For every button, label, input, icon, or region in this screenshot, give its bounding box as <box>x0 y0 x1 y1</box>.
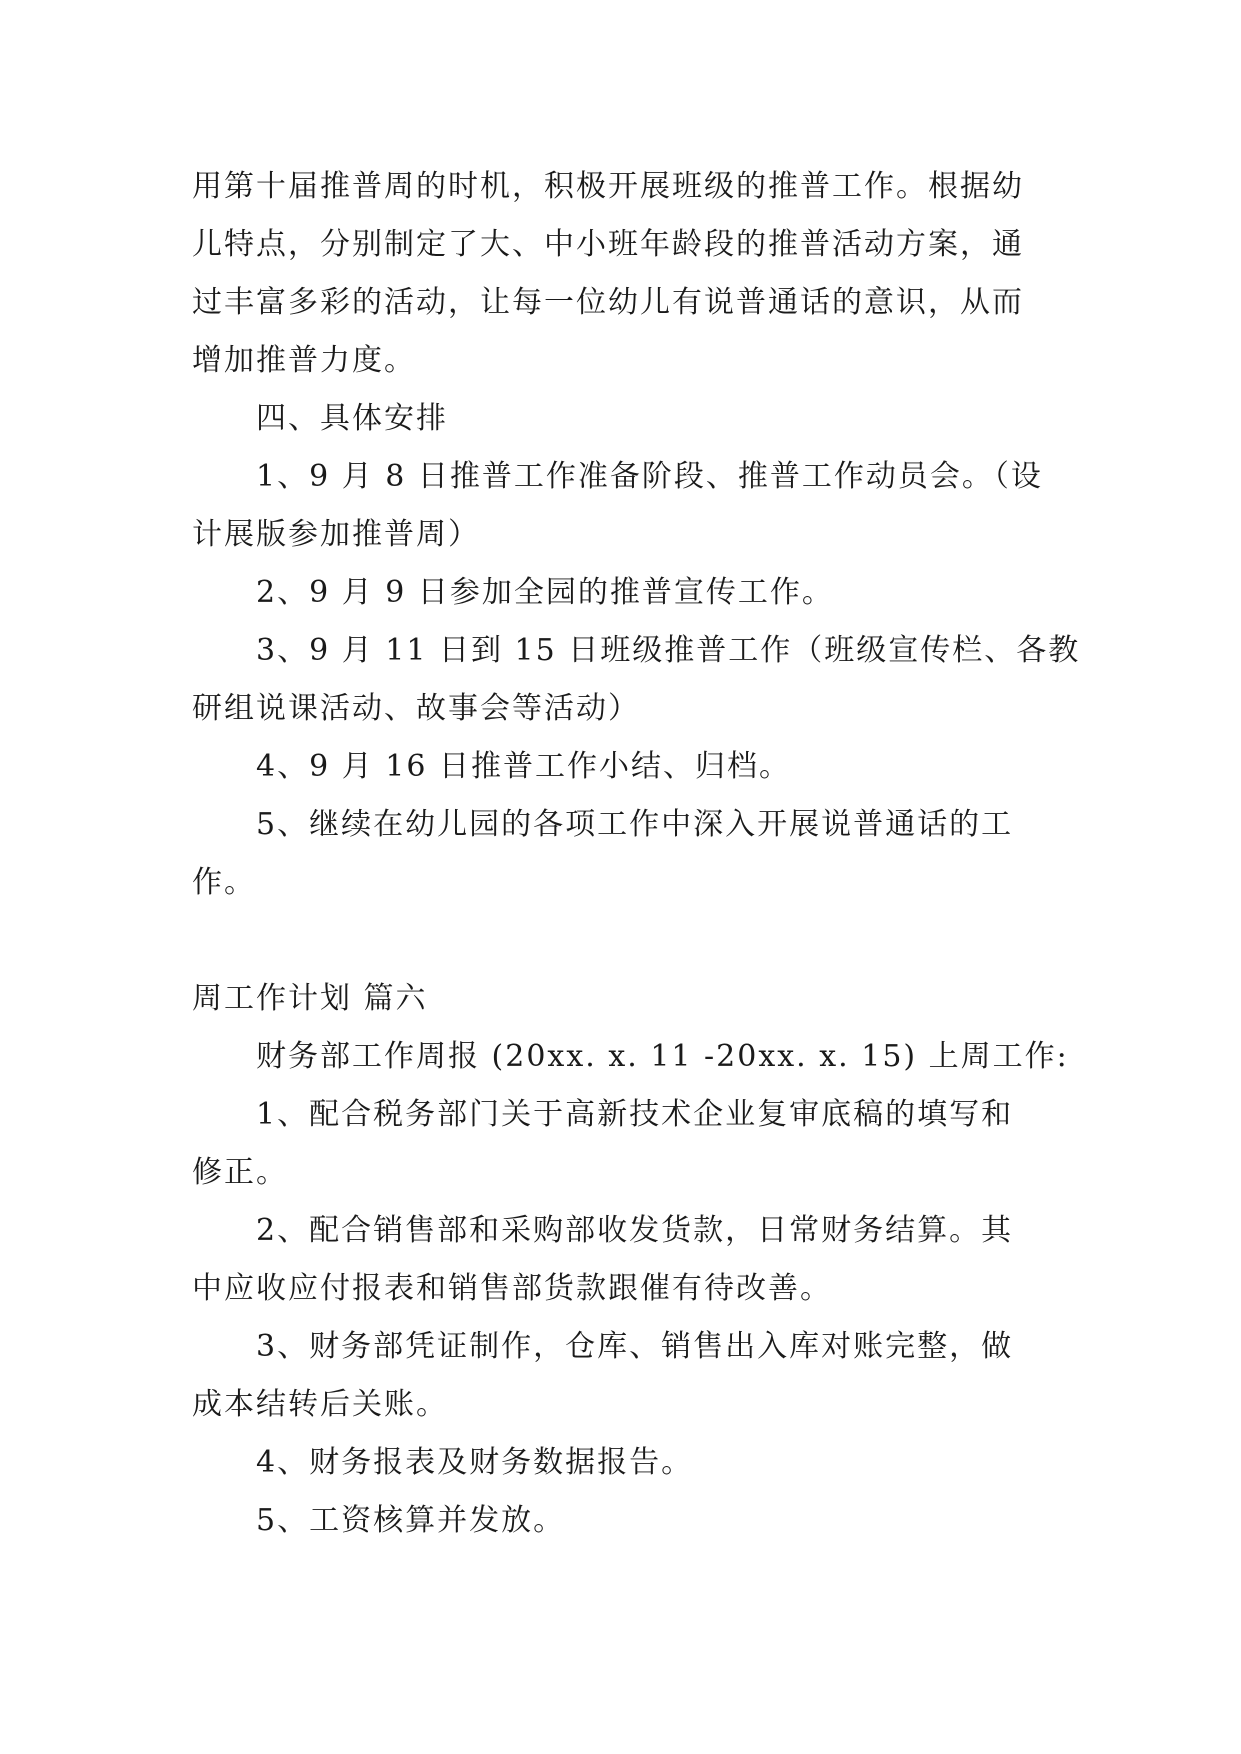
document-page <box>192 158 1081 1550</box>
list-item: 5、继续在幼儿园的各项工作中深入开展说普通话的工 <box>256 807 1014 842</box>
paragraph-line: 用第十届推普周的时机，积极开展班级的推普工作。根据幼 <box>192 169 1024 204</box>
list-item: 1、配合税务部门关于高新技术企业复审底稿的填写和 <box>256 1097 1014 1132</box>
list-item: 5、工资核算并发放。 <box>256 1503 566 1538</box>
list-item: 4、9 月 16 日推普工作小结、归档。 <box>256 749 791 784</box>
list-item-continuation: 计展版参加推普周） <box>192 517 480 552</box>
paragraph-line: 过丰富多彩的活动，让每一位幼儿有说普通话的意识，从而 <box>192 285 1024 320</box>
list-item: 1、9 月 8 日推普工作准备阶段、推普工作动员会。（设 <box>256 459 1043 494</box>
list-item-continuation: 成本结转后关账。 <box>192 1387 448 1422</box>
list-item: 2、9 月 9 日参加全园的推普宣传工作。 <box>256 575 834 610</box>
list-item: 3、财务部凭证制作，仓库、销售出入库对账完整，做 <box>256 1329 1014 1364</box>
list-item-continuation: 中应收应付报表和销售部货款跟催有待改善。 <box>192 1271 832 1306</box>
paragraph-line: 增加推普力度。 <box>192 343 416 378</box>
section-heading: 四、具体安排 <box>256 401 448 436</box>
section-title: 周工作计划 篇六 <box>192 981 428 1016</box>
list-item-continuation: 研组说课活动、故事会等活动） <box>192 691 640 726</box>
paragraph-line: 儿特点，分别制定了大、中小班年龄段的推普活动方案，通 <box>192 227 1024 262</box>
list-item: 2、配合销售部和采购部收发货款，日常财务结算。其 <box>256 1213 1014 1248</box>
list-item-continuation: 作。 <box>192 865 256 900</box>
list-item: 4、财务报表及财务数据报告。 <box>256 1445 694 1480</box>
list-item: 3、9 月 11 日到 15 日班级推普工作（班级宣传栏、各教 <box>256 633 1081 668</box>
section-spacer <box>192 912 1052 970</box>
report-heading: 财务部工作周报 (20xx. x. 11 -20xx. x. 15) 上周工作: <box>256 1039 1069 1074</box>
list-item-continuation: 修正。 <box>192 1155 288 1190</box>
